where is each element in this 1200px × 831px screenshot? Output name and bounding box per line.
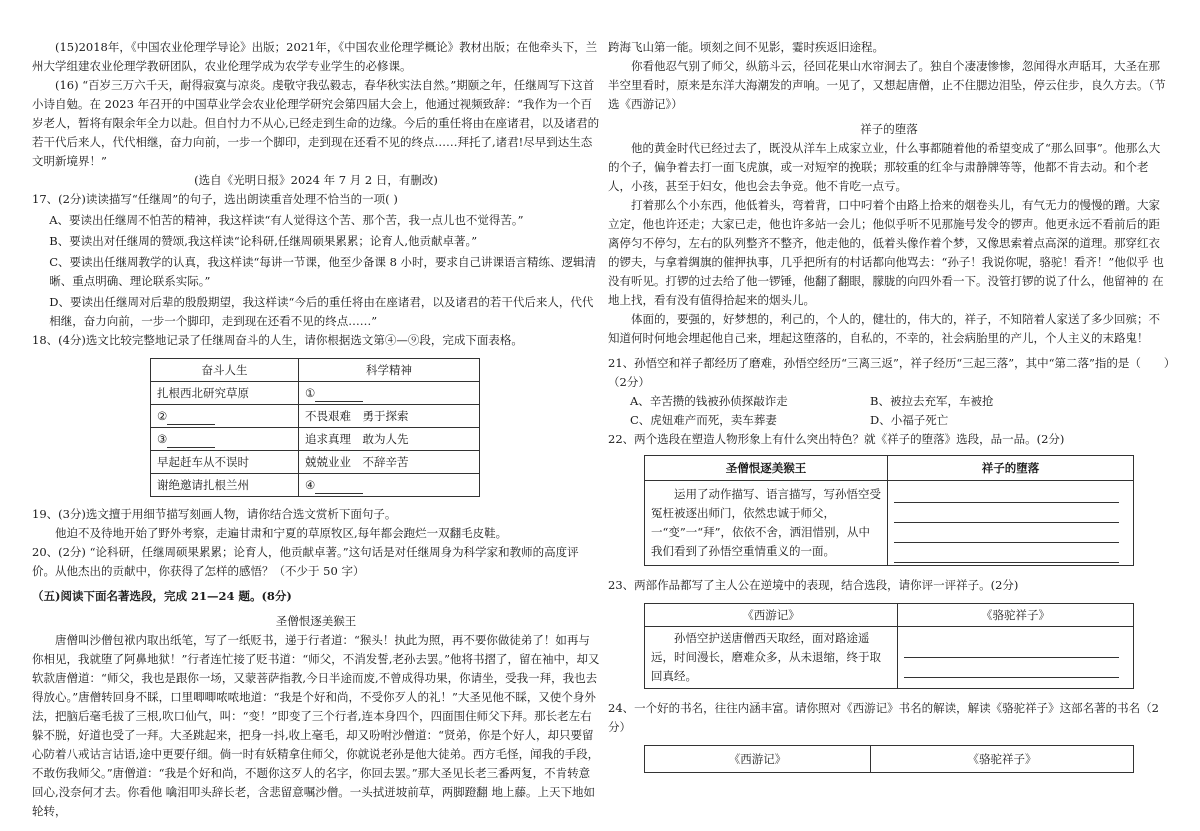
q18-blank-cell[interactable]: ③ bbox=[151, 428, 299, 451]
q23-header-right: 《骆驼祥子》 bbox=[898, 604, 1134, 627]
q21-options-row-1 bbox=[608, 392, 1170, 411]
question-17: 17、(2分)读读描写“任继周”的句子，选出朗读重音处理不恰当的一项( ) bbox=[32, 192, 398, 206]
q18-cell: 兢兢业业 不辞辛苦 bbox=[299, 451, 480, 474]
q17-option-c: C、要读出任继周教学的认真，我这样读“每讲一节课，他至少备课 8 小时，要求自己讲课语言精练、逻辑清晰、重点明确、理论联系实际。” bbox=[49, 255, 597, 288]
q18-blank-cell[interactable]: ④ bbox=[299, 474, 480, 497]
q17-option-b: B、要读出对任继周的赞颂,我这样读“论科研,任继周硕果累累；论育人,他贡献卓著。” bbox=[49, 234, 478, 248]
xiangzi-paragraph-3: 体面的，要强的，好梦想的，利己的，个人的，健壮的，伟大的，祥子，不知陪着人家送了多少回殡；不知道何时何地会埋起他自己来，埋起这堕落的，自私的，不幸的，社会病胎里的产儿，个人主义的末路鬼！ bbox=[608, 312, 1160, 345]
q18-table bbox=[150, 358, 480, 497]
xiangzi-paragraph-1: 他的黄金时代已经过去了，既没从洋车上成家立业，什么事都随着他的希望变成了“那么回事”。他那么大的个子，偏争着去打一面飞虎旗，或一对短窄的挽联；那较重的红伞与肃静牌等等，他都不肯去动。和个老人，小孩，甚至于妇女，他也会去争竞。他不肯吃一点亏。 bbox=[608, 141, 1161, 193]
q23-example-cell: 孙悟空护送唐僧西天取经，面对路途遥远，时间漫长，磨难众多，从未退缩，终于取回真经。 bbox=[645, 627, 898, 689]
q22-example-cell: 运用了动作描写、语言描写，写孙悟空受冤枉被逐出师门，依然忠诚于师父，一“变”一“拜”，依依不舍，洒泪惜别，从中我们看到了孙悟空重情重义的一面。 bbox=[645, 481, 888, 566]
q24-table bbox=[644, 745, 1134, 773]
right-column bbox=[608, 38, 1170, 773]
q22-table bbox=[644, 455, 1134, 566]
passage-journey-text: 唐僧叫沙僧包袱内取出纸笔，写了一纸贬书，递于行者道：“猴头！执此为照，再不要你做徒弟了！如再与你相见，我就堕了阿鼻地狱！”行者连忙接了贬书道：“师父，不消发誓,老孙去罢。”他将书摺了，留在袖中，却又软款唐僧道：“师父，我也是跟你一场，又蒙菩萨指教,今日半途而废,不曾成得功果，你请坐，受我一拜，我也去得放心。”唐僧转回身不睬，口里唧唧哝哝地道：“我是个好和尚，不受你歹人的礼！”大圣见他不睬，又使个身外法，把脑后毫毛拔了三根,吹口仙气，叫：“变！”即变了三个行者,连本身四个，四面围住师父下拜。那长老左右躲不脱，好道也受了一拜。大圣跳起来，把身一抖,收上毫毛，却又吩咐沙僧道：“贤弟，你是个好人，却只要留心防着八戒诂言诂语,途中更要仔细。倘一时有妖精拿住师父，你就说老孙是他大徒弟。西方毛怪，闻我的手段，不敢伤我师父。”唐僧道：“我是个好和尚，不题你这歹人的名字，你回去罢。”那大圣见长老三番两复，不肯转意回心,没奈何才去。你看他 噙泪叩头辞长老，含悲留意嘱沙僧。一头拭迸坡前草，两脚蹬翻 地上藤。上天下地如轮转， bbox=[32, 633, 600, 818]
q21-options-row-2 bbox=[608, 411, 1170, 430]
q18-cell: 早起赶车从不误时 bbox=[151, 451, 299, 474]
question-22: 22、两个选段在塑造人物形象上有什么突出特色？就《祥子的堕落》选段，品一品。(2分) bbox=[608, 432, 1065, 446]
q21-option-d: D、小福子死亡 bbox=[870, 413, 949, 427]
q21-option-b: B、被拉去充军，车被抢 bbox=[870, 394, 994, 408]
q23-table bbox=[644, 603, 1134, 689]
q17-option-d: D、要读出任继周对后辈的殷殷期望，我这样读“今后的重任将由在座诸君，以及诸君的若干代后来人，代代相继，奋力向前，一步一个脚印，走到现在还看不见的终点……” bbox=[49, 295, 594, 328]
q18-blank-cell[interactable]: ② bbox=[151, 405, 299, 428]
q18-cell: 谢绝邀请扎根兰州 bbox=[151, 474, 299, 497]
question-23: 23、两部作品都写了主人公在逆境中的表现，结合选段，请你评一评祥子。(2分) bbox=[608, 578, 1019, 592]
passage-journey-continued: 跨海飞山第一能。顷刻之间不见影，霎时疾返旧途程。 bbox=[608, 40, 884, 54]
question-24: 24、一个好的书名，往往内涵丰富。请你照对《西游记》书名的解读，解读《骆驼祥子》这部名著的书名（2分） bbox=[608, 701, 1159, 734]
source-note: (选自《光明日报》2024 年 7 月 2 日，有删改) bbox=[194, 173, 438, 187]
q18-cell: 追求真理 敢为人先 bbox=[299, 428, 480, 451]
paragraph-16: (16) “百岁三万六千天，耐得寂寞与凉炎。虔敬守我弘毅志，春华秋实法自然。”期颐之年，任继周写下这首小诗自勉。在 2023 年召开的中国草业学会农业伦理学研究会第四届大会上，他通过视频致辞：“我作为一个百岁老人，暂将有限余年全力以赴。但自忖力不从心,已经走到生命的边缘。今后的重任将由在座诸君，以及诸君的若干代后来人，代代相继，奋力向前，一步一个脚印，走到现在还看不见的终点……拜托了,诸君!尽早到达生态文明新境界！” bbox=[32, 78, 600, 168]
q23-header-left: 《西游记》 bbox=[645, 604, 898, 627]
q24-header-right: 《骆驼祥子》 bbox=[871, 746, 1134, 773]
q18-header-spirit: 科学精神 bbox=[299, 359, 480, 382]
section-5-heading: （五)阅读下面名著选段，完成 21—24 题。(8分) bbox=[32, 589, 292, 603]
q18-cell: 扎根西北研究草原 bbox=[151, 382, 299, 405]
q19-sentence: 他迫不及待地开始了野外考察，走遍甘肃和宁夏的草原牧区,每年都会跑烂一双翻毛皮鞋。 bbox=[55, 526, 508, 540]
passage-title-xiangzi: 祥子的堕落 bbox=[860, 122, 918, 136]
q18-cell: 不畏艰难 勇于探索 bbox=[299, 405, 480, 428]
passage-title-journey: 圣僧恨逐美猴王 bbox=[275, 614, 357, 628]
q23-answer-cell[interactable] bbox=[898, 627, 1134, 689]
left-column bbox=[32, 38, 600, 821]
q18-blank-cell[interactable]: ① bbox=[299, 382, 480, 405]
q22-header-left: 圣僧恨逐美猴王 bbox=[645, 456, 888, 481]
q21-option-a: A、辛苦攒的钱被孙侦探敲诈走 bbox=[630, 394, 788, 408]
q18-header-life: 奋斗人生 bbox=[151, 359, 299, 382]
question-21: 21、孙悟空和祥子都经历了磨难，孙悟空经历“三离三返”，祥子经历“三起三落”，其中“第二落”指的是（ ）（2分） bbox=[608, 356, 1170, 389]
paragraph-15: (15)2018年，《中国农业伦理学导论》出版；2021年，《中国农业伦理学概论》教材出版；在他牵头下，兰州大学组建农业伦理学教研团队，农业伦理学成为农学专业学生的必修课。 bbox=[32, 40, 598, 73]
q24-header-left: 《西游记》 bbox=[645, 746, 871, 773]
question-19: 19、(3分)选文擅于用细节描写刻画人物，请你结合选文赏析下面句子。 bbox=[32, 507, 397, 521]
question-20: 20、(2分) “论科研，任继周硕果累累；论育人，他贡献卓著。”这句话是对任继周身为科学家和教师的高度评价。从他杰出的贡献中，你获得了怎样的感悟？（不少于 50 字） bbox=[32, 545, 579, 578]
q22-header-right: 祥子的堕落 bbox=[888, 456, 1134, 481]
q22-answer-cell[interactable] bbox=[888, 481, 1134, 566]
question-18: 18、(4分)选文比较完整地记录了任继周奋斗的人生，请你根据选文第④—⑨段，完成下面表格。 bbox=[32, 333, 523, 347]
q21-option-c: C、虎妞难产而死，卖车葬妻 bbox=[630, 413, 777, 427]
passage-journey-end: 你看他忍气别了师父，纵筋斗云，径回花果山水帘洞去了。独自个凄凄惨惨，忽闻得水声聒耳，大圣在那半空里看时，原来是东洋大海潮发的声响。一见了，又想起唐僧，止不住腮边泪坠，停云住步，良久方去。（节选《西游记》） bbox=[608, 59, 1166, 111]
xiangzi-paragraph-2: 打着那么个小东西，他低着头，弯着背，口中叼着个由路上拾来的烟卷头儿，有气无力的慢慢的蹭。大家立定，他也许还走；大家已走，他也许多站一会儿；他似乎听不见那施号发令的锣声。他更永远不看前后的距离停匀不停匀，左右的队列整齐不整齐，他走他的，低着头像作着个梦，又像思索着点高深的道理。那穿红衣 的锣夫，与拿着绸旗的催押执事，几乎把所有的村话都向他骂去：“孙子！我说你呢，骆驼！看齐！”他似乎 也没有听见。打锣的过去给了他一锣锤，他翻了翻眼，朦胧的向四外看一下。没管打锣的说了什么，他留神的 在地上找，看有没有值得拾起来的烟头儿。 bbox=[608, 198, 1164, 307]
q17-option-a: A、要读出任继周不怕苦的精神，我这样读“有人觉得这个苦、那个苦，我一点儿也不觉得苦。” bbox=[49, 213, 524, 227]
